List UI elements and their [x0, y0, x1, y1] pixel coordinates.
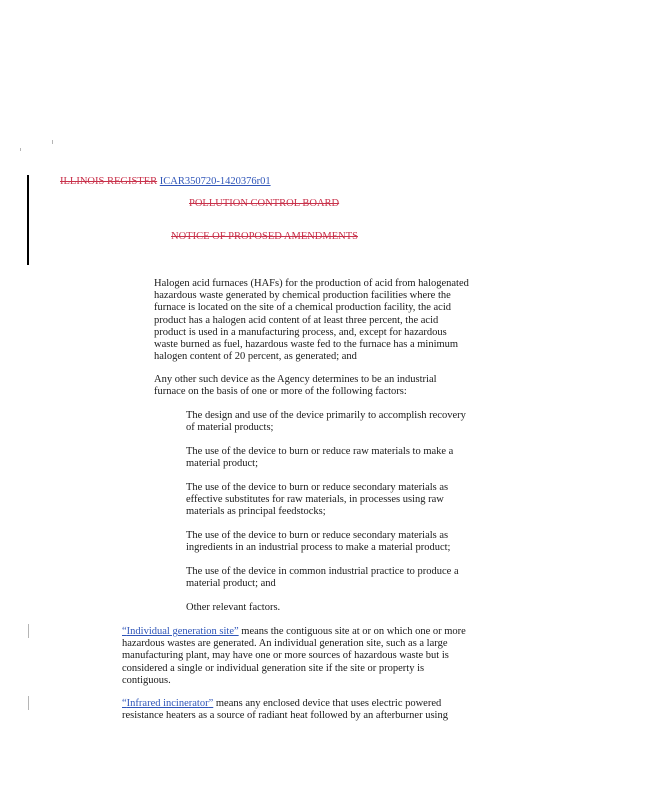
factor-item: The use of the device to burn or reduce secondary materials as ingredients in an industrial process to make a material product;	[186, 530, 451, 554]
factor-item: The use of the device in common industrial practice to produce a material product; and	[186, 566, 459, 590]
margin-mark	[52, 140, 53, 144]
board-name: POLLUTION CONTROL BOARD	[189, 198, 340, 209]
register-header	[60, 176, 271, 187]
margin-mark	[20, 148, 21, 151]
factor-item: Other relevant factors.	[186, 602, 281, 613]
definition-infrared-incinerator	[122, 698, 460, 722]
definition-individual-generation-site	[122, 626, 467, 687]
margin-mark	[28, 624, 29, 638]
factor-item: The use of the device to burn or reduce secondary materials as effective substitutes for raw materials, in processes using raw materials as principal feedstocks;	[186, 482, 449, 518]
change-bar	[27, 175, 29, 265]
definition-close-quote: ”	[233, 626, 239, 637]
definition-body: means any enclosed device that uses electric powered resistance heaters as a source of radiant heat followed by an afterburner using	[122, 698, 448, 722]
margin-mark	[28, 696, 29, 710]
paragraph-haf: Halogen acid furnaces (HAFs) for the production of acid from halogenated hazardous waste generated by chemical production facilities where the furnace is located on the site of a chemical production facility, the acid product has a halogen acid content of at least three percent, the acid product is used in a manufacturing process, and, except for hazardous waste burned as fuel, hazardous waste fed to the furnace has a minimum halogen content of 20 percent, as generated; and	[154, 278, 469, 363]
definition-term: Individual generation site	[126, 626, 234, 637]
register-code: ICAR350720-1420376r01	[159, 176, 271, 187]
definition-body: means the contiguous site at or on which one or more hazardous wastes are generated. An individual generation site, such as a large manufacturing plant, may have one or more sources of hazardous waste but is considered a single or individual generation site if the site or property is contiguous.	[122, 626, 466, 686]
register-name: ILLINOIS REGISTER	[60, 176, 158, 187]
paragraph-other-device: Any other such device as the Agency determines to be an industrial furnace on the basis of one or more of the following factors:	[154, 374, 437, 398]
definition-close-quote: ”	[208, 698, 214, 709]
definition-open-quote: “	[122, 698, 127, 709]
notice-title: NOTICE OF PROPOSED AMENDMENTS	[171, 231, 358, 242]
definition-open-quote: “	[122, 626, 127, 637]
factor-item: The design and use of the device primarily to accomplish recovery of material products;	[186, 410, 466, 434]
factor-item: The use of the device to burn or reduce raw materials to make a material product;	[186, 446, 454, 470]
definition-term: Infrared incinerator	[126, 698, 209, 709]
